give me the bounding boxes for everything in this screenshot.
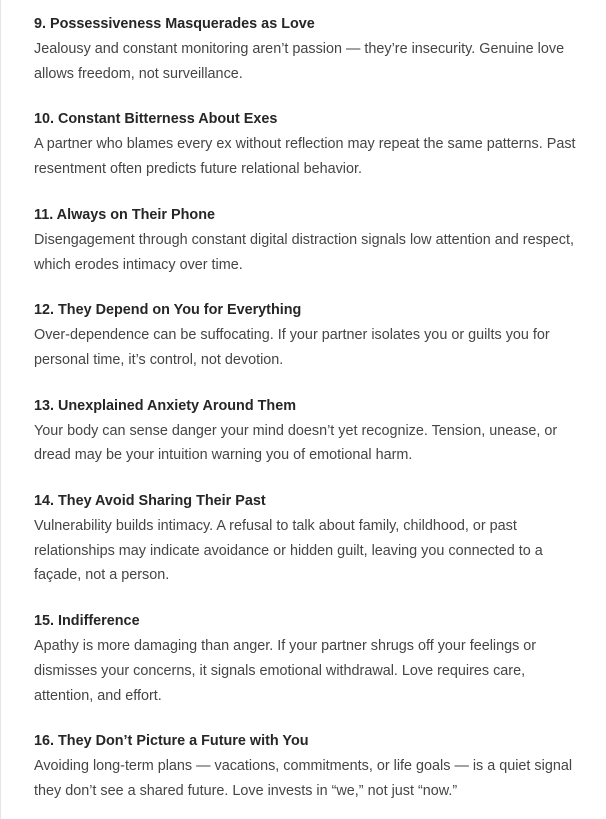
list-item (34, 298, 579, 372)
item-heading: 10. Constant Bitterness About Exes (34, 111, 278, 128)
list-item (34, 203, 579, 277)
item-paragraph: Your body can sense danger your mind doesn’t yet recognize. Tension, unease, or dread may be your intuition warning you of emotional harm. (34, 422, 558, 464)
list-item (34, 394, 579, 468)
item-heading: 11. Always on Their Phone (34, 206, 215, 223)
list-item (34, 729, 579, 803)
list-item (34, 489, 579, 588)
item-heading: 12. They Depend on You for Everything (34, 302, 302, 319)
item-paragraph: Disengagement through constant digital distraction signals low attention and respect, which erodes intimacy over time. (34, 231, 574, 273)
list-item (34, 609, 579, 708)
item-paragraph: Avoiding long-term plans — vacations, commitments, or life goals — is a quiet signal they don’t see a shared future. Love invests in “we,” not just “now.” (34, 758, 573, 799)
item-heading: 14. They Avoid Sharing Their Past (34, 493, 266, 510)
item-heading: 15. Indifference (34, 613, 140, 630)
item-heading: 9. Possessiveness Masquerades as Love (34, 16, 315, 32)
item-paragraph: Vulnerability builds intimacy. A refusal to talk about family, childhood, or past relationships may indicate avoidance or hidden guilt, leaving you connected to a façade, not a person. (34, 518, 543, 584)
item-paragraph: Apathy is more damaging than anger. If your partner shrugs off your feelings or dismisses your concerns, it signals emotional withdrawal. Love requires care, attention, and effort. (34, 638, 537, 704)
item-heading: 16. They Don’t Picture a Future with You (34, 733, 309, 750)
list-item (34, 12, 579, 86)
left-divider (0, 0, 1, 819)
item-paragraph: A partner who blames every ex without reflection may repeat the same patterns. Past resentment often predicts future relational behavior. (34, 136, 576, 178)
item-paragraph: Jealousy and constant monitoring aren’t passion — they’re insecurity. Genuine love allows freedom, not surveillance. (34, 41, 565, 82)
article-content (34, 12, 579, 819)
item-heading: 13. Unexplained Anxiety Around Them (34, 397, 297, 414)
item-paragraph: Over-dependence can be suffocating. If your partner isolates you or guilts you for personal time, it’s control, not devotion. (34, 327, 550, 368)
list-item (34, 107, 579, 181)
